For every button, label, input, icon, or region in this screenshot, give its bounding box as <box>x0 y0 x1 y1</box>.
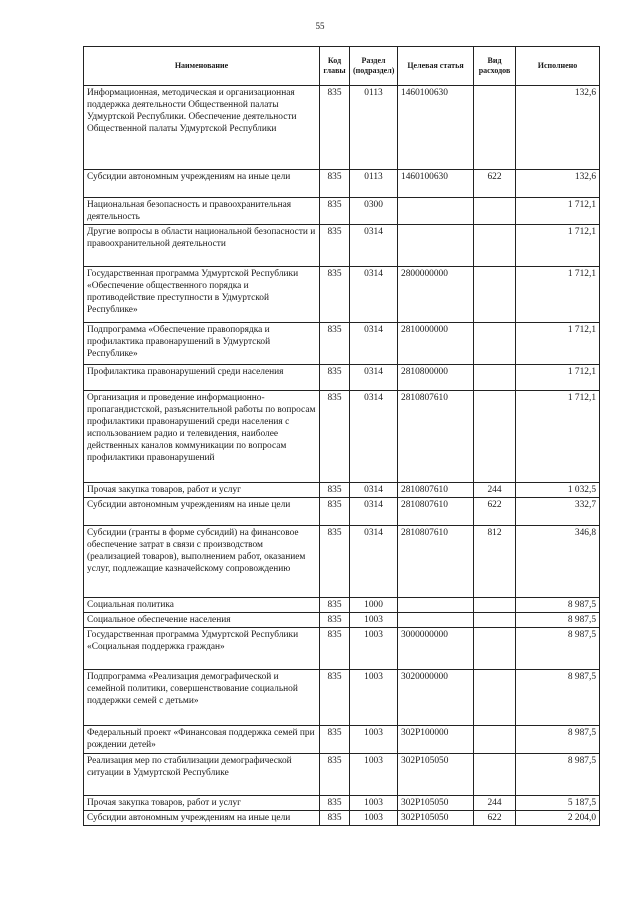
row-code: 835 <box>320 267 350 323</box>
row-sum: 2 204,0 <box>516 811 600 826</box>
row-expense: 244 <box>474 796 516 811</box>
row-sum: 1 712,1 <box>516 267 600 323</box>
row-sum: 8 987,5 <box>516 598 600 613</box>
row-name: Социальное обеспечение населения <box>84 613 320 628</box>
table-row <box>84 726 600 754</box>
row-expense <box>474 598 516 613</box>
row-section: 1003 <box>350 628 398 670</box>
row-sum: 1 712,1 <box>516 323 600 365</box>
header-article: Целевая статья <box>398 47 474 86</box>
row-article: 1460100630 <box>398 86 474 170</box>
row-name: Социальная политика <box>84 598 320 613</box>
row-code: 835 <box>320 754 350 796</box>
table-row <box>84 391 600 483</box>
row-sum: 132,6 <box>516 170 600 198</box>
row-section: 0113 <box>350 170 398 198</box>
header-sum: Исполнено <box>516 47 600 86</box>
row-name: Субсидии (гранты в форме субсидий) на финансовое обеспечение затрат в связи с производством (реализацией товаров), выполнением работ, оказанием услуг, подлежащие казначейскому сопровождению <box>84 526 320 598</box>
row-name: Подпрограмма «Обеспечение правопорядка и профилактика правонарушений в Удмуртской Республике» <box>84 323 320 365</box>
row-section: 1003 <box>350 670 398 726</box>
row-section: 0314 <box>350 526 398 598</box>
row-code: 835 <box>320 86 350 170</box>
row-code: 835 <box>320 198 350 225</box>
row-sum: 8 987,5 <box>516 628 600 670</box>
header-section: Раздел (подраздел) <box>350 47 398 86</box>
row-sum: 1 712,1 <box>516 365 600 391</box>
row-code: 835 <box>320 796 350 811</box>
row-expense <box>474 86 516 170</box>
table-row <box>84 323 600 365</box>
row-article: 2810000000 <box>398 323 474 365</box>
table-row <box>84 198 600 225</box>
row-sum: 8 987,5 <box>516 754 600 796</box>
row-code: 835 <box>320 483 350 498</box>
row-name: Субсидии автономным учреждениям на иные цели <box>84 811 320 826</box>
row-article <box>398 613 474 628</box>
row-article: 2810800000 <box>398 365 474 391</box>
table-row <box>84 628 600 670</box>
table-row <box>84 598 600 613</box>
row-sum: 5 187,5 <box>516 796 600 811</box>
row-name: Информационная, методическая и организационная поддержка деятельности Общественной палаты Удмуртской Республики. Обеспечение деятельности Общественной палаты Удмуртской Республики <box>84 86 320 170</box>
row-code: 835 <box>320 670 350 726</box>
row-section: 0314 <box>350 225 398 267</box>
row-code: 835 <box>320 365 350 391</box>
row-code: 835 <box>320 726 350 754</box>
row-section: 1000 <box>350 598 398 613</box>
row-expense <box>474 225 516 267</box>
row-sum: 132,6 <box>516 86 600 170</box>
table-row <box>84 365 600 391</box>
table-row <box>84 754 600 796</box>
row-section: 0300 <box>350 198 398 225</box>
row-section: 0314 <box>350 365 398 391</box>
row-section: 0314 <box>350 323 398 365</box>
row-section: 1003 <box>350 613 398 628</box>
page-number: 55 <box>315 21 325 31</box>
row-name: Субсидии автономным учреждениям на иные цели <box>84 170 320 198</box>
row-section: 1003 <box>350 754 398 796</box>
row-article: 3000000000 <box>398 628 474 670</box>
row-code: 835 <box>320 498 350 526</box>
row-name: Реализация мер по стабилизации демографической ситуации в Удмуртской Республике <box>84 754 320 796</box>
row-name: Прочая закупка товаров, работ и услуг <box>84 483 320 498</box>
table-row <box>84 670 600 726</box>
table-row <box>84 170 600 198</box>
table-row <box>84 483 600 498</box>
row-article: 2810807610 <box>398 498 474 526</box>
row-article: 302P100000 <box>398 726 474 754</box>
header-code: Код главы <box>320 47 350 86</box>
row-expense: 622 <box>474 170 516 198</box>
row-code: 835 <box>320 391 350 483</box>
row-sum: 8 987,5 <box>516 613 600 628</box>
row-section: 0314 <box>350 391 398 483</box>
row-section: 1003 <box>350 726 398 754</box>
row-article <box>398 225 474 267</box>
row-sum: 1 712,1 <box>516 225 600 267</box>
row-name: Организация и проведение информационно-пропагандистской, разъяснительной работы по вопросам профилактики правонарушений среди населения с использованием радио и телевидения, наиболее действенных каналов коммуникации по вопросам профилактики правонарушений <box>84 391 320 483</box>
row-sum: 1 032,5 <box>516 483 600 498</box>
budget-table <box>83 46 600 826</box>
row-expense <box>474 726 516 754</box>
row-sum: 8 987,5 <box>516 726 600 754</box>
row-article: 2810807610 <box>398 526 474 598</box>
row-article: 2810807610 <box>398 391 474 483</box>
table-row <box>84 796 600 811</box>
row-section: 0314 <box>350 483 398 498</box>
row-article: 2800000000 <box>398 267 474 323</box>
row-sum: 8 987,5 <box>516 670 600 726</box>
row-expense <box>474 323 516 365</box>
row-article: 302P105050 <box>398 754 474 796</box>
row-name: Другие вопросы в области национальной безопасности и правоохранительной деятельности <box>84 225 320 267</box>
table-row <box>84 613 600 628</box>
table-header-row <box>84 47 600 86</box>
table-row <box>84 225 600 267</box>
row-name: Субсидии автономным учреждениям на иные цели <box>84 498 320 526</box>
table-row <box>84 526 600 598</box>
row-name: Государственная программа Удмуртской Республики «Обеспечение общественного порядка и противодействие преступности в Удмуртской Республике» <box>84 267 320 323</box>
row-code: 835 <box>320 811 350 826</box>
row-expense <box>474 613 516 628</box>
row-section: 0113 <box>350 86 398 170</box>
row-name: Профилактика правонарушений среди населения <box>84 365 320 391</box>
row-expense <box>474 670 516 726</box>
row-code: 835 <box>320 598 350 613</box>
table-row <box>84 86 600 170</box>
row-section: 0314 <box>350 267 398 323</box>
row-article: 2810807610 <box>398 483 474 498</box>
row-name: Национальная безопасность и правоохранительная деятельность <box>84 198 320 225</box>
row-expense <box>474 391 516 483</box>
row-expense: 244 <box>474 483 516 498</box>
row-section: 1003 <box>350 811 398 826</box>
row-article: 3020000000 <box>398 670 474 726</box>
header-name: Наименование <box>84 47 320 86</box>
row-code: 835 <box>320 613 350 628</box>
row-code: 835 <box>320 323 350 365</box>
row-name: Прочая закупка товаров, работ и услуг <box>84 796 320 811</box>
row-article: 302P105050 <box>398 811 474 826</box>
row-name: Государственная программа Удмуртской Республики «Социальная поддержка граждан» <box>84 628 320 670</box>
row-code: 835 <box>320 526 350 598</box>
row-expense: 812 <box>474 526 516 598</box>
row-article <box>398 198 474 225</box>
table-row <box>84 267 600 323</box>
row-sum: 346,8 <box>516 526 600 598</box>
row-section: 1003 <box>350 796 398 811</box>
table-row <box>84 498 600 526</box>
row-article: 1460100630 <box>398 170 474 198</box>
table-row <box>84 811 600 826</box>
header-expense: Вид расходов <box>474 47 516 86</box>
row-sum: 332,7 <box>516 498 600 526</box>
row-sum: 1 712,1 <box>516 391 600 483</box>
row-article <box>398 598 474 613</box>
row-name: Подпрограмма «Реализация демографической и семейной политики, совершенствование социальной поддержки семей с детьми» <box>84 670 320 726</box>
row-expense <box>474 267 516 323</box>
row-expense: 622 <box>474 811 516 826</box>
row-code: 835 <box>320 225 350 267</box>
row-expense <box>474 198 516 225</box>
row-article: 302P105050 <box>398 796 474 811</box>
row-expense <box>474 365 516 391</box>
row-sum: 1 712,1 <box>516 198 600 225</box>
row-code: 835 <box>320 628 350 670</box>
row-section: 0314 <box>350 498 398 526</box>
row-expense: 622 <box>474 498 516 526</box>
row-expense <box>474 628 516 670</box>
row-code: 835 <box>320 170 350 198</box>
row-expense <box>474 754 516 796</box>
row-name: Федеральный проект «Финансовая поддержка семей при рождении детей» <box>84 726 320 754</box>
